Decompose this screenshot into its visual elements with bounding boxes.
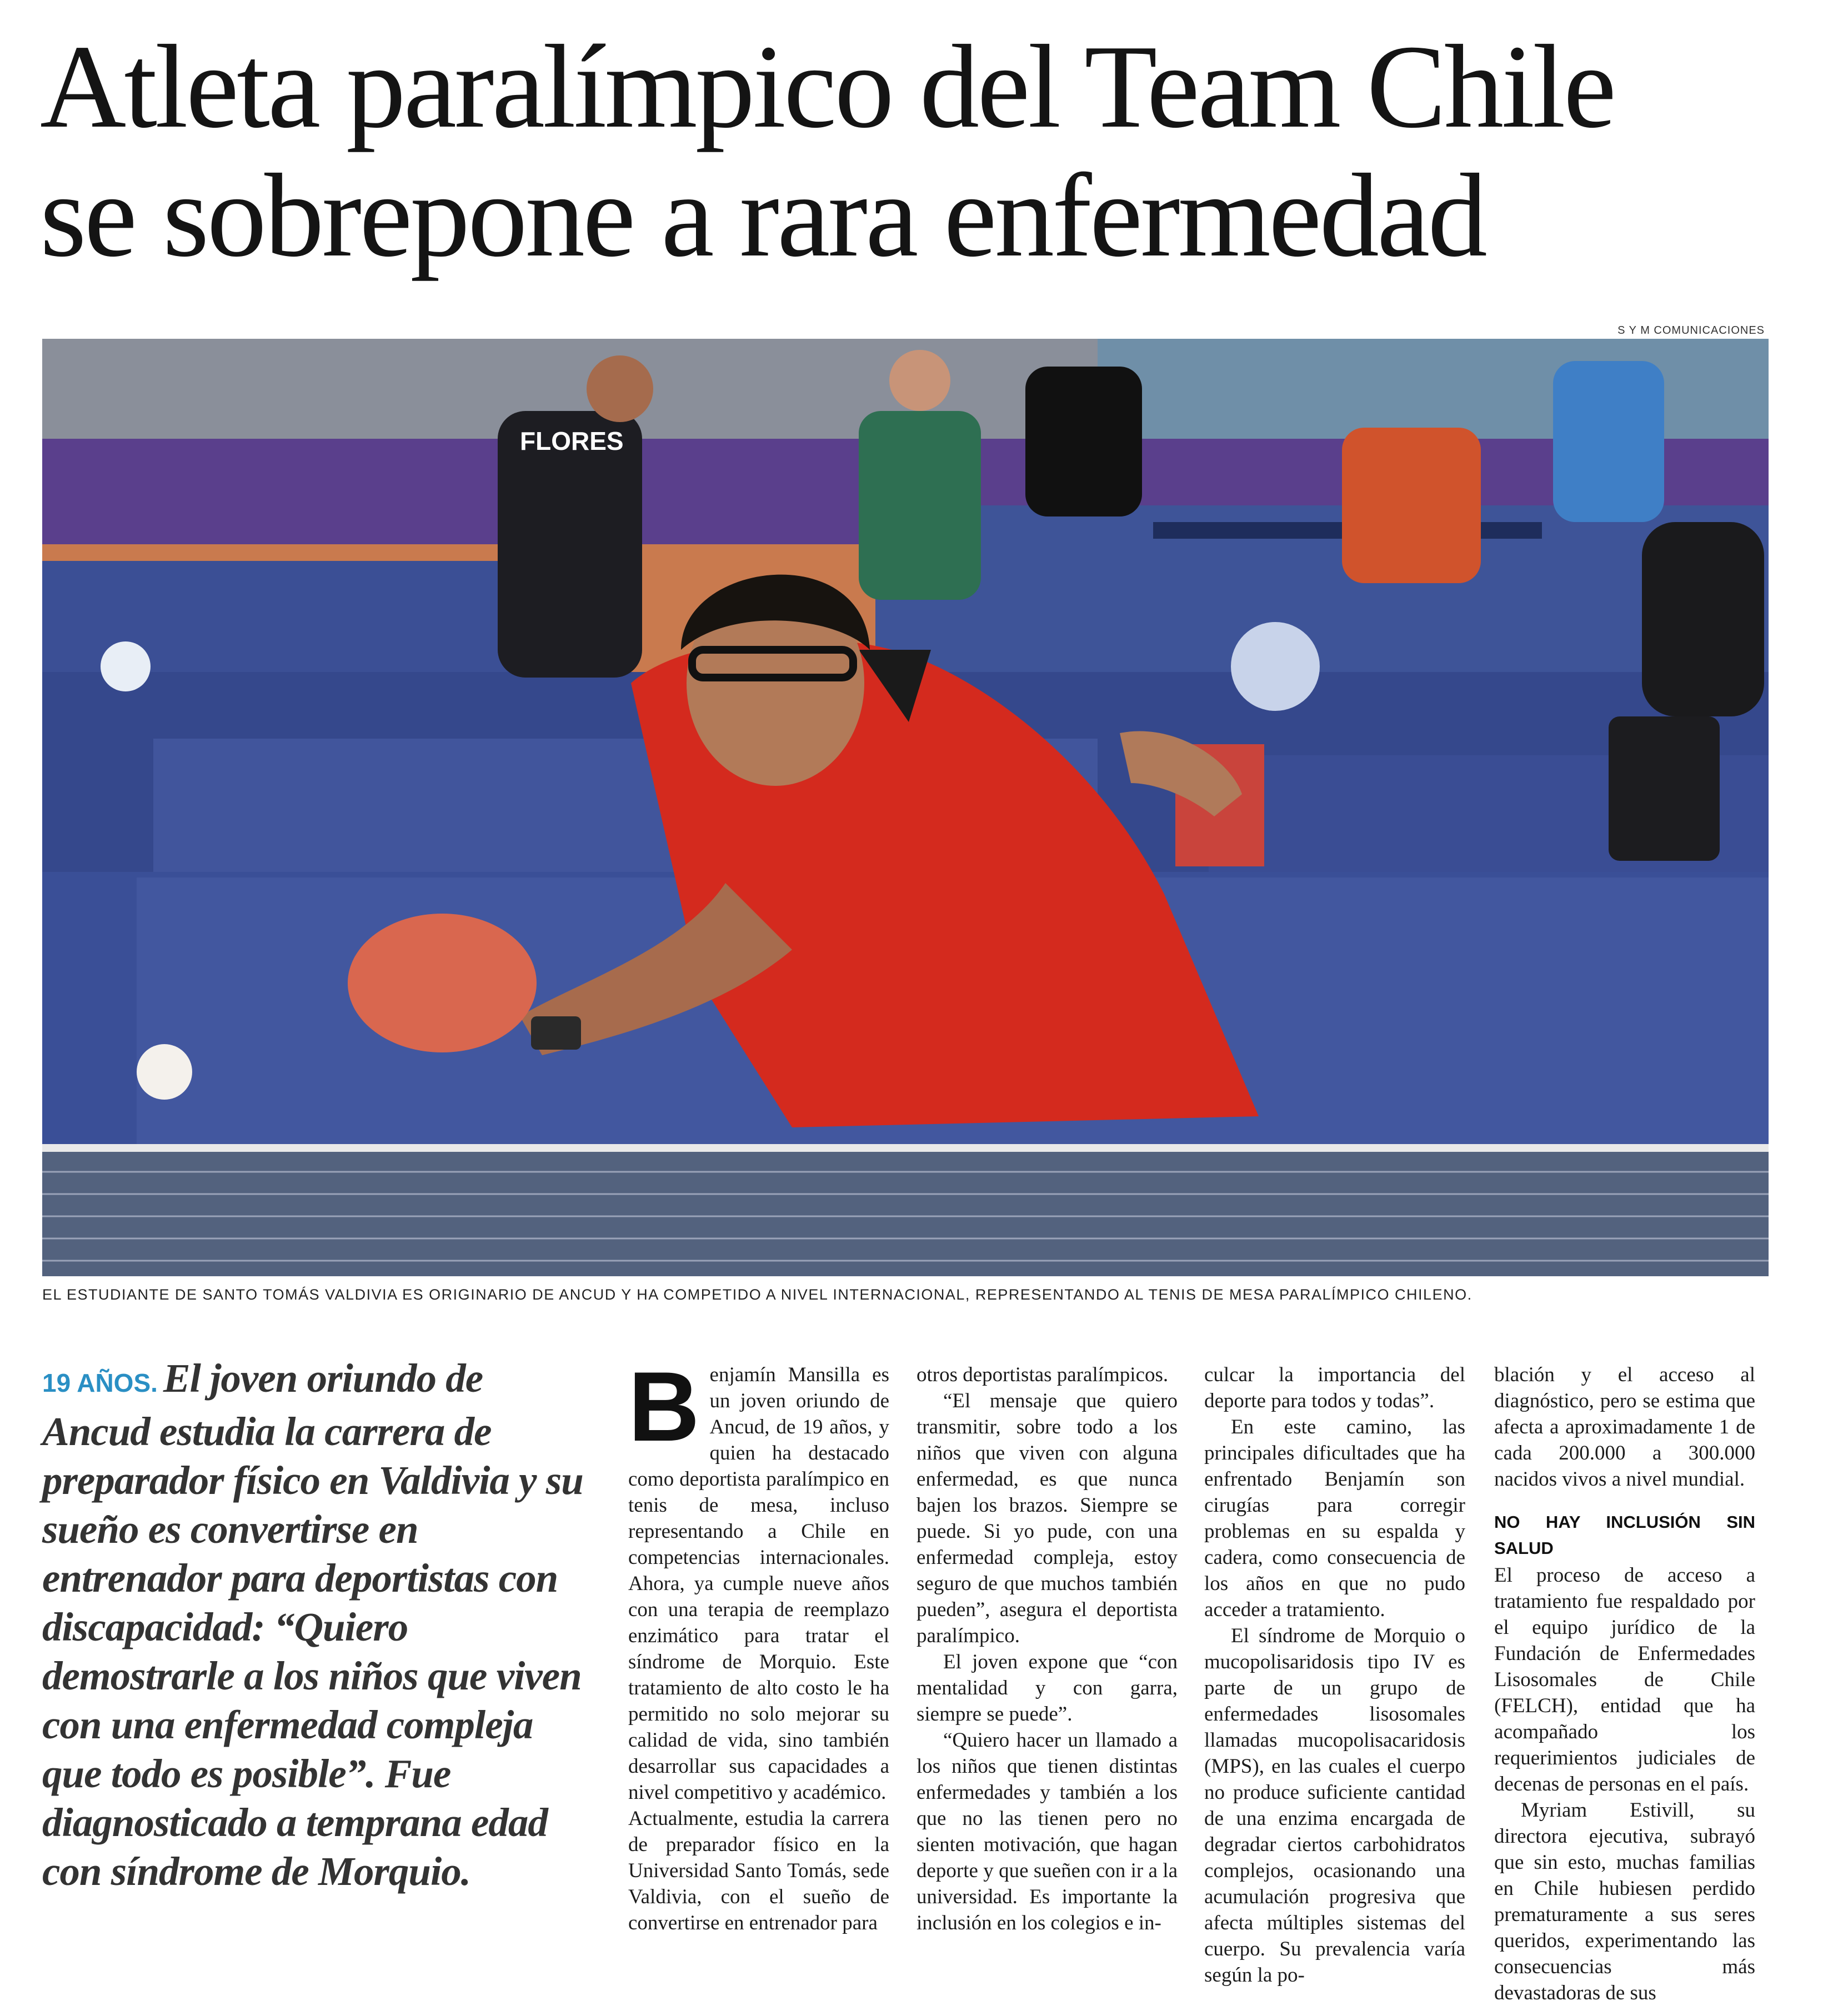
background-person-blue xyxy=(1553,361,1664,522)
headline xyxy=(40,22,1817,280)
lead-paragraph xyxy=(42,1354,592,1896)
paragraph: El proceso de acceso a tratamiento fue respaldado por el equipo jurídico de la Fundación de Enfermedades Lisosomales de Chile (FELCH), entidad que ha acompañado los requerimientos judiciales de decenas de personas en el país. xyxy=(1494,1564,1755,1796)
window-area xyxy=(1098,339,1769,439)
paddle-handle xyxy=(531,1016,581,1050)
lead-kicker: 19 AÑOS. xyxy=(42,1368,158,1397)
article-photo xyxy=(42,339,1769,1276)
shirt-lettering: FLORES xyxy=(520,427,624,455)
table-tennis-player-illustration xyxy=(42,339,1769,1276)
paragraph: En este camino, las principales dificultades que ha enfrentado Benjamín son cirugías para corregir problemas en su espalda y cadera, como consecuencia de los años en que no pudo acceder a tratamiento. xyxy=(1204,1416,1465,1621)
paragraph: culcar la importancia del deporte para todos y todas”. xyxy=(1204,1363,1465,1412)
article-column-4 xyxy=(1494,1362,1755,2006)
wall-logo xyxy=(101,641,151,691)
headline-line-1: Atleta paralímpico del Team Chile xyxy=(40,20,1615,153)
background-player-head xyxy=(587,355,653,422)
paragraph: Myriam Estivill, su directora ejecutiva, subrayó que sin esto, muchas familias en Chile hubiesen perdido prematuramente a sus seres queridos, experimentando las consecuencias más devastadoras de sus xyxy=(1494,1799,1755,2004)
paragraph-text: enjamín Mansilla es un joven oriundo de Ancud, de 19 años, y quien ha destacado como deportista paralímpico en tenis de mesa, incluso representando a Chile en competencias internacionales. Ahora, ya cumple nueve años con una terapia de reemplazo enzimático para tratar el síndrome de Morquio. Este tratamiento de alto costo le ha permitido no solo mejorar su calidad de vida, sino también desarrollar sus capacidades a nivel competitivo y académico. xyxy=(628,1363,889,1804)
paragraph: “Quiero hacer un llamado a los niños que tienen distintas enfermedades y también a los que no las tienen pero no sienten motivación, que hagan deporte y que sueñen con ir a la universidad. Es importante la inclusión en los colegios e in- xyxy=(917,1729,1178,1934)
section-subhead: NO HAY INCLUSIÓN SIN SALUD xyxy=(1494,1512,1755,1558)
paragraph xyxy=(628,1351,889,1806)
paddle xyxy=(348,914,537,1052)
ping-pong-ball xyxy=(137,1044,192,1100)
photo-credit: S Y M COMUNICACIONES xyxy=(1617,324,1765,337)
background-woman xyxy=(1642,522,1764,716)
background-person-orange xyxy=(1342,428,1481,583)
chair xyxy=(1609,716,1720,861)
background-coach xyxy=(859,411,981,600)
article-column-1 xyxy=(628,1351,889,1936)
paragraph: otros deportistas paralímpicos. xyxy=(917,1363,1169,1386)
event-logo xyxy=(1231,622,1320,711)
drop-cap: B xyxy=(628,1351,700,1462)
lead-text: El joven oriundo de Ancud estudia la carrera de preparador físico en Valdivia y su sueño es convertirse en entrenador para deportistas con discapacidad: “Quiero demostrarle a los niños que viven con una enfermedad compleja que todo es posible”. Fue diagnosticado a temprana edad con síndrome de Morquio. xyxy=(42,1356,583,1894)
paragraph: “El mensaje que quiero transmitir, sobre todo a los niños que viven con alguna enfermedad, es que nunca bajen los brazos. Siempre se puede. Si yo pude, con una enfermedad compleja, estoy seguro de que muchos también pueden”, asegura el deportista paralímpico. xyxy=(917,1390,1178,1647)
net-mesh xyxy=(42,1152,1769,1276)
net-top-tape xyxy=(42,1144,1769,1152)
background-coach-head xyxy=(889,350,950,411)
background-person-black xyxy=(1025,367,1142,516)
photo-caption: EL ESTUDIANTE DE SANTO TOMÁS VALDIVIA ES ORIGINARIO DE ANCUD Y HA COMPETIDO A NIVEL INTERNACIONAL, REPRESENTANDO AL TENIS DE MESA PARALÍMPICO CHILENO. xyxy=(42,1286,1473,1303)
headline-line-2: se sobrepone a rara enfermedad xyxy=(40,149,1485,282)
paragraph: blación y el acceso al diagnóstico, pero se estima que afecta a aproximadamente 1 de cada 200.000 a 300.000 nacidos vivos a nivel mundial. xyxy=(1494,1363,1755,1491)
article-column-3 xyxy=(1204,1362,1465,1988)
paragraph: El síndrome de Morquio o mucopolisaridosis tipo IV es parte de un grupo de enfermedades lisosomales llamadas mucopolisacaridosis (MPS), en las cuales el cuerpo no produce suficiente cantidad de una enzima encargada de degradar ciertos carbohidratos complejos, ocasionando una acumulación progresiva que afecta múltiples sistemas del cuerpo. Su prevalencia varía según la po- xyxy=(1204,1624,1465,1987)
paragraph: Actualmente, estudia la carrera de preparador físico en la Universidad Santo Tomás, sede Valdivia, con el sueño de convertirse en entrenador para xyxy=(628,1807,889,1934)
paragraph: El joven expone que “con mentalidad y con garra, siempre se puede”. xyxy=(917,1651,1178,1726)
article-column-2 xyxy=(917,1362,1178,1936)
